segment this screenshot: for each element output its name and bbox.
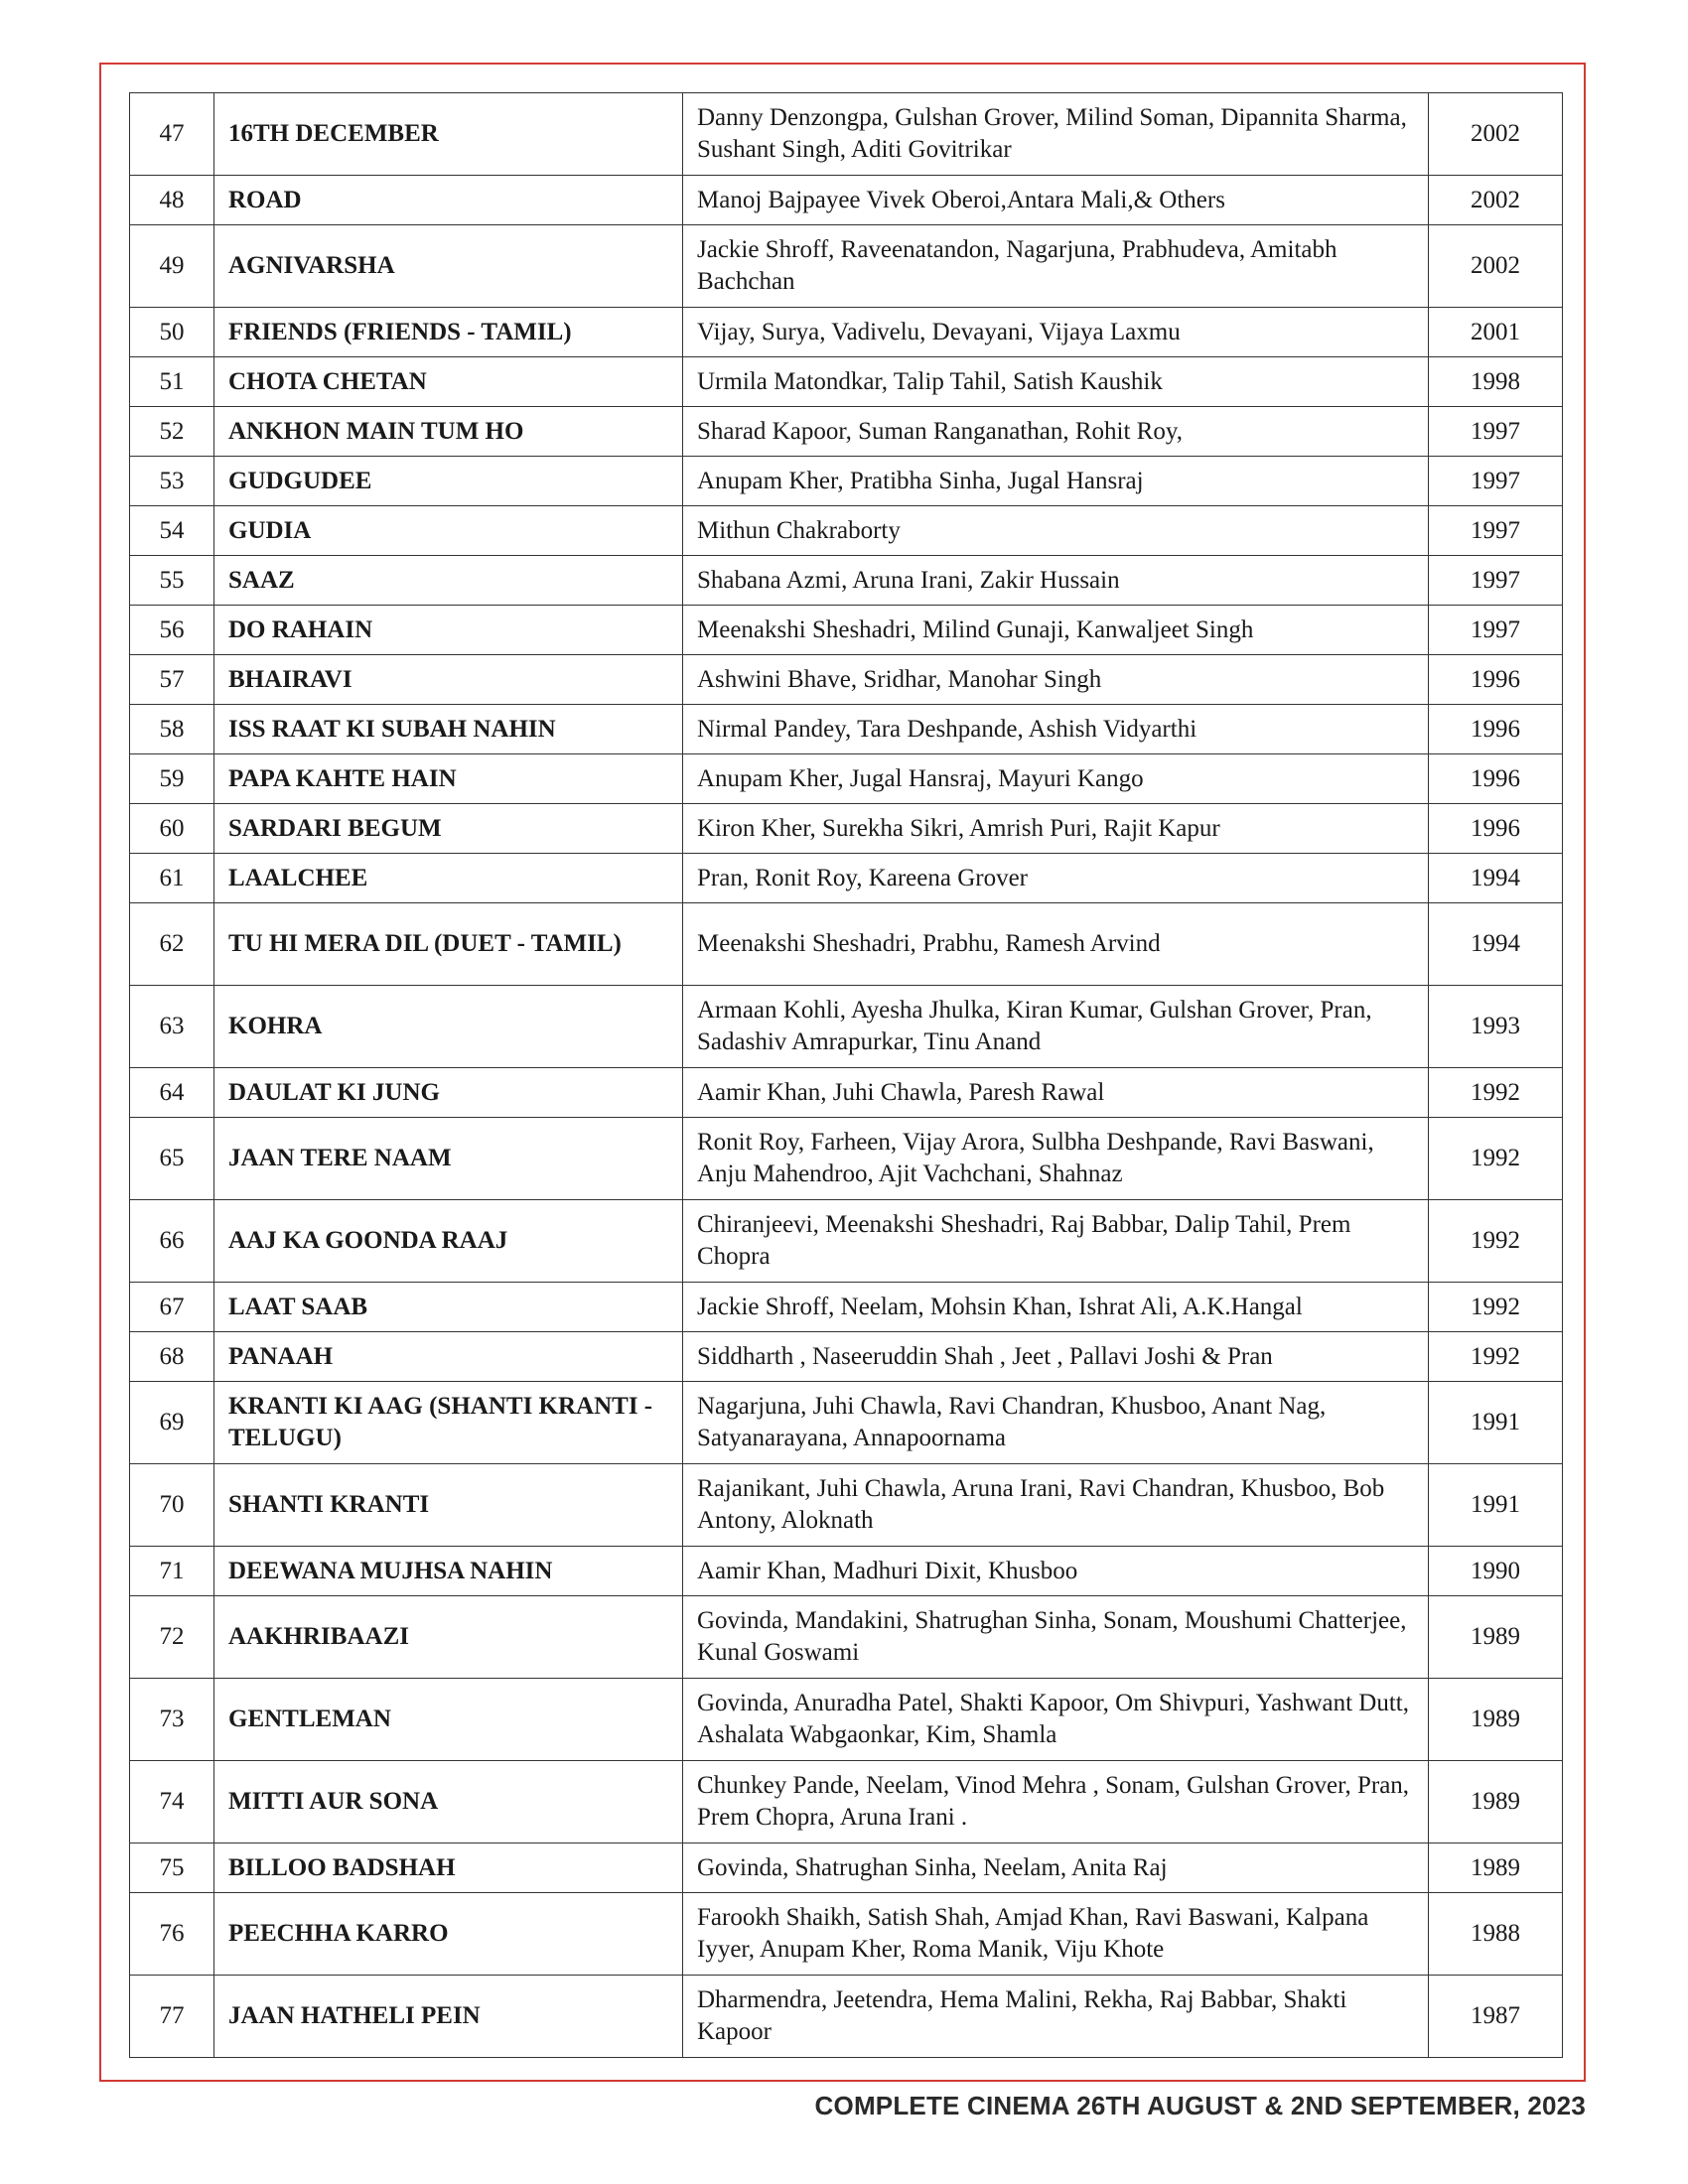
table-row	[130, 854, 1563, 903]
film-year-cell: 1989	[1429, 1596, 1563, 1679]
table-row	[130, 1596, 1563, 1679]
film-number-cell: 64	[130, 1068, 214, 1118]
table-row	[130, 1976, 1563, 2058]
film-year-cell: 1997	[1429, 407, 1563, 457]
film-number-cell: 68	[130, 1332, 214, 1382]
film-year-cell: 1992	[1429, 1068, 1563, 1118]
table-row	[130, 1200, 1563, 1283]
film-cast-cell: Aamir Khan, Madhuri Dixit, Khusboo	[683, 1547, 1429, 1596]
film-cast-cell: Armaan Kohli, Ayesha Jhulka, Kiran Kumar, Gulshan Grover, Pran, Sadashiv Amrapurkar, Tinu Anand	[683, 986, 1429, 1068]
film-cast-cell: Pran, Ronit Roy, Kareena Grover	[683, 854, 1429, 903]
film-year-cell: 1992	[1429, 1332, 1563, 1382]
table-row	[130, 1464, 1563, 1547]
film-year-cell: 1997	[1429, 506, 1563, 556]
film-year-cell: 1994	[1429, 903, 1563, 986]
film-number-cell: 51	[130, 357, 214, 407]
film-year-cell: 1992	[1429, 1118, 1563, 1200]
film-year-cell: 1988	[1429, 1893, 1563, 1976]
film-cast-cell: Kiron Kher, Surekha Sikri, Amrish Puri, Rajit Kapur	[683, 804, 1429, 854]
table-row	[130, 804, 1563, 854]
film-title-cell: ROAD	[214, 176, 683, 225]
film-year-cell: 1989	[1429, 1843, 1563, 1893]
film-year-cell: 1989	[1429, 1761, 1563, 1843]
film-table	[129, 92, 1563, 2058]
table-row	[130, 754, 1563, 804]
film-cast-cell: Ashwini Bhave, Sridhar, Manohar Singh	[683, 655, 1429, 705]
film-title-cell: JAAN TERE NAAM	[214, 1118, 683, 1200]
film-title-cell: AAKHRIBAAZI	[214, 1596, 683, 1679]
table-row	[130, 1118, 1563, 1200]
film-cast-cell: Jackie Shroff, Raveenatandon, Nagarjuna, Prabhudeva, Amitabh Bachchan	[683, 225, 1429, 308]
film-cast-cell: Meenakshi Sheshadri, Milind Gunaji, Kanwaljeet Singh	[683, 606, 1429, 655]
film-cast-cell: Vijay, Surya, Vadivelu, Devayani, Vijaya Laxmu	[683, 308, 1429, 357]
table-row	[130, 903, 1563, 986]
film-cast-cell: Nirmal Pandey, Tara Deshpande, Ashish Vidyarthi	[683, 705, 1429, 754]
film-number-cell: 73	[130, 1679, 214, 1761]
film-cast-cell: Govinda, Mandakini, Shatrughan Sinha, Sonam, Moushumi Chatterjee, Kunal Goswami	[683, 1596, 1429, 1679]
table-row	[130, 986, 1563, 1068]
film-year-cell: 1991	[1429, 1464, 1563, 1547]
film-number-cell: 60	[130, 804, 214, 854]
film-year-cell: 1997	[1429, 606, 1563, 655]
film-number-cell: 53	[130, 457, 214, 506]
film-title-cell: PEECHHA KARRO	[214, 1893, 683, 1976]
film-title-cell: FRIENDS (FRIENDS - TAMIL)	[214, 308, 683, 357]
film-cast-cell: Chunkey Pande, Neelam, Vinod Mehra , Sonam, Gulshan Grover, Pran, Prem Chopra, Aruna Irani .	[683, 1761, 1429, 1843]
film-number-cell: 61	[130, 854, 214, 903]
film-year-cell: 1996	[1429, 705, 1563, 754]
film-year-cell: 1993	[1429, 986, 1563, 1068]
film-year-cell: 2002	[1429, 225, 1563, 308]
table-row	[130, 1283, 1563, 1332]
film-cast-cell: Dharmendra, Jeetendra, Hema Malini, Rekha, Raj Babbar, Shakti Kapoor	[683, 1976, 1429, 2058]
film-title-cell: KRANTI KI AAG (SHANTI KRANTI - TELUGU)	[214, 1382, 683, 1464]
film-year-cell: 1989	[1429, 1679, 1563, 1761]
film-cast-cell: Farookh Shaikh, Satish Shah, Amjad Khan, Ravi Baswani, Kalpana Iyyer, Anupam Kher, Roma Manik, Viju Khote	[683, 1893, 1429, 1976]
film-title-cell: SAAZ	[214, 556, 683, 606]
film-title-cell: TU HI MERA DIL (DUET - TAMIL)	[214, 903, 683, 986]
film-year-cell: 2002	[1429, 93, 1563, 176]
film-number-cell: 56	[130, 606, 214, 655]
film-title-cell: GENTLEMAN	[214, 1679, 683, 1761]
film-number-cell: 58	[130, 705, 214, 754]
table-row	[130, 655, 1563, 705]
film-number-cell: 70	[130, 1464, 214, 1547]
film-number-cell: 54	[130, 506, 214, 556]
film-year-cell: 1996	[1429, 754, 1563, 804]
table-row	[130, 1761, 1563, 1843]
table-row	[130, 1679, 1563, 1761]
film-cast-cell: Ronit Roy, Farheen, Vijay Arora, Sulbha Deshpande, Ravi Baswani, Anju Mahendroo, Ajit Vachchani, Shahnaz	[683, 1118, 1429, 1200]
film-year-cell: 1987	[1429, 1976, 1563, 2058]
film-number-cell: 55	[130, 556, 214, 606]
film-cast-cell: Nagarjuna, Juhi Chawla, Ravi Chandran, Khusboo, Anant Nag, Satyanarayana, Annapoornama	[683, 1382, 1429, 1464]
film-year-cell: 1997	[1429, 556, 1563, 606]
table-row	[130, 1547, 1563, 1596]
film-title-cell: GUDIA	[214, 506, 683, 556]
table-row	[130, 705, 1563, 754]
table-row	[130, 506, 1563, 556]
film-title-cell: MITTI AUR SONA	[214, 1761, 683, 1843]
film-number-cell: 47	[130, 93, 214, 176]
film-cast-cell: Sharad Kapoor, Suman Ranganathan, Rohit Roy,	[683, 407, 1429, 457]
film-number-cell: 69	[130, 1382, 214, 1464]
film-number-cell: 76	[130, 1893, 214, 1976]
film-number-cell: 62	[130, 903, 214, 986]
film-year-cell: 1998	[1429, 357, 1563, 407]
film-number-cell: 50	[130, 308, 214, 357]
table-row	[130, 1068, 1563, 1118]
table-row	[130, 1843, 1563, 1893]
film-title-cell: GUDGUDEE	[214, 457, 683, 506]
table-row	[130, 357, 1563, 407]
film-title-cell: AGNIVARSHA	[214, 225, 683, 308]
film-title-cell: AAJ KA GOONDA RAAJ	[214, 1200, 683, 1283]
film-cast-cell: Danny Denzongpa, Gulshan Grover, Milind Soman, Dipannita Sharma, Sushant Singh, Aditi Govitrikar	[683, 93, 1429, 176]
film-number-cell: 57	[130, 655, 214, 705]
table-row	[130, 225, 1563, 308]
table-row	[130, 308, 1563, 357]
film-title-cell: 16TH DECEMBER	[214, 93, 683, 176]
film-year-cell: 1991	[1429, 1382, 1563, 1464]
film-title-cell: BILLOO BADSHAH	[214, 1843, 683, 1893]
film-cast-cell: Govinda, Anuradha Patel, Shakti Kapoor, Om Shivpuri, Yashwant Dutt, Ashalata Wabgaonkar, Kim, Shamla	[683, 1679, 1429, 1761]
table-row	[130, 1893, 1563, 1976]
film-year-cell: 1997	[1429, 457, 1563, 506]
film-year-cell: 1996	[1429, 804, 1563, 854]
film-title-cell: DAULAT KI JUNG	[214, 1068, 683, 1118]
film-number-cell: 66	[130, 1200, 214, 1283]
film-cast-cell: Meenakshi Sheshadri, Prabhu, Ramesh Arvind	[683, 903, 1429, 986]
film-year-cell: 2001	[1429, 308, 1563, 357]
film-year-cell: 1990	[1429, 1547, 1563, 1596]
film-number-cell: 67	[130, 1283, 214, 1332]
film-number-cell: 74	[130, 1761, 214, 1843]
film-cast-cell: Anupam Kher, Pratibha Sinha, Jugal Hansraj	[683, 457, 1429, 506]
film-title-cell: PANAAH	[214, 1332, 683, 1382]
film-cast-cell: Anupam Kher, Jugal Hansraj, Mayuri Kango	[683, 754, 1429, 804]
film-title-cell: LAALCHEE	[214, 854, 683, 903]
film-cast-cell: Urmila Matondkar, Talip Tahil, Satish Kaushik	[683, 357, 1429, 407]
table-row	[130, 1382, 1563, 1464]
film-number-cell: 59	[130, 754, 214, 804]
film-cast-cell: Shabana Azmi, Aruna Irani, Zakir Hussain	[683, 556, 1429, 606]
footer-text: COMPLETE CINEMA 26TH AUGUST & 2ND SEPTEMBER, 2023	[814, 2091, 1586, 2120]
film-cast-cell: Chiranjeevi, Meenakshi Sheshadri, Raj Babbar, Dalip Tahil, Prem Chopra	[683, 1200, 1429, 1283]
film-year-cell: 1994	[1429, 854, 1563, 903]
film-number-cell: 75	[130, 1843, 214, 1893]
film-cast-cell: Manoj Bajpayee Vivek Oberoi,Antara Mali,& Others	[683, 176, 1429, 225]
film-cast-cell: Govinda, Shatrughan Sinha, Neelam, Anita Raj	[683, 1843, 1429, 1893]
film-number-cell: 71	[130, 1547, 214, 1596]
film-title-cell: LAAT SAAB	[214, 1283, 683, 1332]
film-title-cell: DO RAHAIN	[214, 606, 683, 655]
table-row	[130, 457, 1563, 506]
film-cast-cell: Siddharth , Naseeruddin Shah , Jeet , Pallavi Joshi & Pran	[683, 1332, 1429, 1382]
table-row	[130, 93, 1563, 176]
film-year-cell: 1992	[1429, 1283, 1563, 1332]
film-number-cell: 65	[130, 1118, 214, 1200]
film-number-cell: 52	[130, 407, 214, 457]
film-title-cell: DEEWANA MUJHSA NAHIN	[214, 1547, 683, 1596]
film-title-cell: ANKHON MAIN TUM HO	[214, 407, 683, 457]
film-title-cell: KOHRA	[214, 986, 683, 1068]
film-title-cell: BHAIRAVI	[214, 655, 683, 705]
film-cast-cell: Jackie Shroff, Neelam, Mohsin Khan, Ishrat Ali, A.K.Hangal	[683, 1283, 1429, 1332]
table-row	[130, 556, 1563, 606]
table-row	[130, 176, 1563, 225]
film-year-cell: 2002	[1429, 176, 1563, 225]
film-number-cell: 48	[130, 176, 214, 225]
table-row	[130, 606, 1563, 655]
film-title-cell: PAPA KAHTE HAIN	[214, 754, 683, 804]
film-number-cell: 49	[130, 225, 214, 308]
film-number-cell: 72	[130, 1596, 214, 1679]
film-cast-cell: Mithun Chakraborty	[683, 506, 1429, 556]
film-title-cell: JAAN HATHELI PEIN	[214, 1976, 683, 2058]
table-row	[130, 1332, 1563, 1382]
film-year-cell: 1996	[1429, 655, 1563, 705]
film-cast-cell: Rajanikant, Juhi Chawla, Aruna Irani, Ravi Chandran, Khusboo, Bob Antony, Aloknath	[683, 1464, 1429, 1547]
film-title-cell: CHOTA CHETAN	[214, 357, 683, 407]
table-row	[130, 407, 1563, 457]
film-number-cell: 77	[130, 1976, 214, 2058]
film-year-cell: 1992	[1429, 1200, 1563, 1283]
film-title-cell: SHANTI KRANTI	[214, 1464, 683, 1547]
film-cast-cell: Aamir Khan, Juhi Chawla, Paresh Rawal	[683, 1068, 1429, 1118]
film-number-cell: 63	[130, 986, 214, 1068]
film-table-body	[130, 93, 1563, 2058]
film-title-cell: SARDARI BEGUM	[214, 804, 683, 854]
film-title-cell: ISS RAAT KI SUBAH NAHIN	[214, 705, 683, 754]
